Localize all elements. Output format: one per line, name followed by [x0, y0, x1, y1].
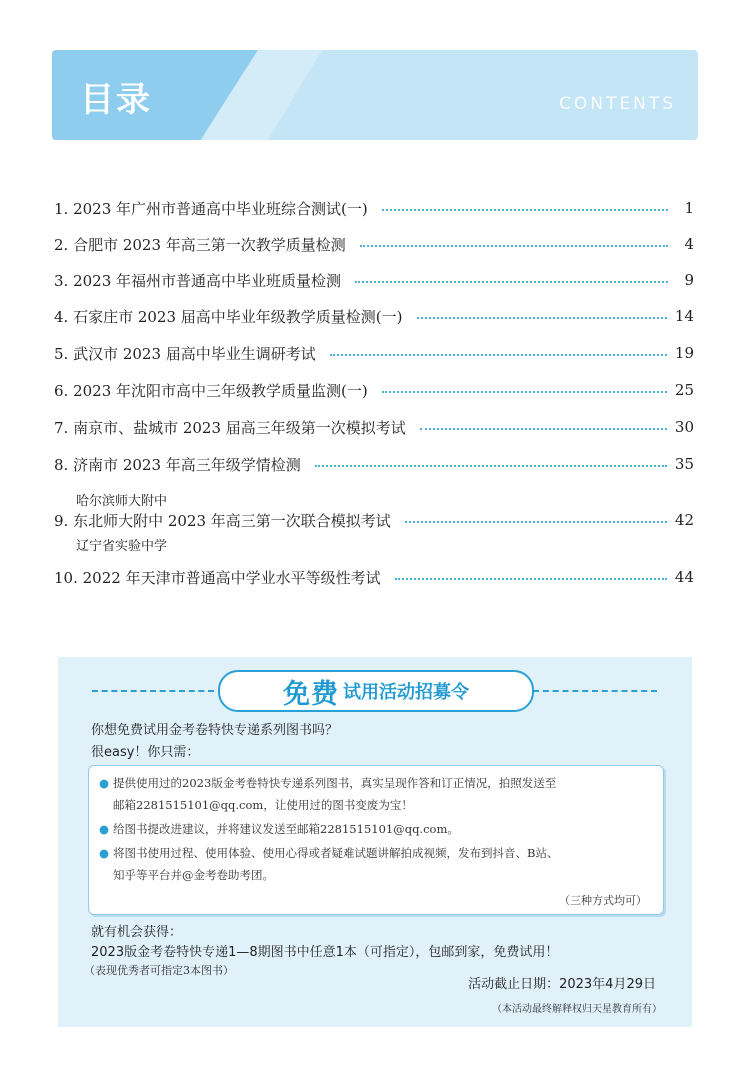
- promo-step-text: 邮箱2281515101@qq.com，让使用过的图书变废为宝！: [113, 798, 413, 812]
- promo-step-text: 知乎等平台并@金考卷助考团。: [113, 868, 274, 882]
- promo-heading-badge: [218, 670, 534, 712]
- toc-entry-title: 5. 武汉市 2023 届高中毕业生调研考试: [54, 344, 316, 363]
- contents-banner: [52, 50, 698, 140]
- toc-entry-title: 3. 2023 年福州市普通高中毕业班质量检测: [54, 271, 342, 290]
- promo-note: （三种方式均可）: [559, 894, 647, 907]
- toc-entry-6[interactable]: [54, 374, 694, 406]
- dot-leader: [382, 391, 667, 393]
- free-trial-promo: [58, 657, 692, 1027]
- toc-entry-page: 9: [684, 271, 694, 289]
- promo-reward: 2023版金考卷特快专递1—8期图书中任意1本（可指定），包邮到家，免费试用！: [91, 945, 559, 960]
- dot-leader: [355, 281, 668, 283]
- toc-entry-page: 35: [674, 455, 694, 473]
- promo-reward-heading: 就有机会获得：: [91, 925, 183, 940]
- toc-entry-page: 25: [674, 381, 694, 399]
- promo-heading-small: 试用活动招募令: [343, 682, 469, 703]
- toc-entry-9[interactable]: [54, 504, 694, 536]
- page-title: 目录: [80, 80, 152, 120]
- toc-entry-title: 9. 东北师大附中 2023 年高三第一次联合模拟考试: [54, 511, 391, 530]
- promo-heading: [58, 670, 692, 710]
- toc-entry-5[interactable]: [54, 337, 694, 369]
- dot-leader: [315, 465, 667, 467]
- toc-entry-page: 19: [674, 344, 694, 362]
- toc-entry-page: 30: [674, 418, 694, 436]
- toc-entry-title: 2. 合肥市 2023 年高三第一次教学质量检测: [54, 235, 346, 254]
- toc-entry-title: 1. 2023 年广州市普通高中毕业班综合测试(一): [54, 199, 368, 218]
- promo-step-1: [99, 772, 655, 816]
- toc-entry-title: 6. 2023 年沈阳市高中三年级教学质量监测(一): [54, 381, 368, 400]
- promo-question: 你想免费试用金考卷特快专递系列图书吗？: [91, 723, 339, 738]
- toc-entry-2[interactable]: [54, 228, 694, 260]
- toc-entry-title: 4. 石家庄市 2023 届高中毕业年级教学质量检测(一): [54, 307, 403, 326]
- toc-entry-3[interactable]: [54, 264, 694, 296]
- promo-step-3: [99, 842, 655, 886]
- dot-leader: [330, 354, 667, 356]
- promo-step-text: 给图书提改进建议，并将建议发送至邮箱2281515101@qq.com。: [113, 822, 459, 836]
- toc-entry-9-co-school-top: 哈尔滨师大附中: [76, 494, 168, 509]
- dot-leader: [405, 521, 667, 523]
- toc-entry-page: 14: [674, 307, 694, 325]
- heading-divider-left: [92, 690, 214, 692]
- promo-rights: （本活动最终解释权归天星教育所有）: [492, 1004, 662, 1015]
- promo-step-text: 提供使用过的2023版金考卷特快专递系列图书，真实呈现作答和订正情况，拍照发送至: [113, 776, 557, 790]
- toc-entry-title: 10. 2022 年天津市普通高中学业水平等级性考试: [54, 568, 381, 587]
- promo-heading-big: 免费: [283, 678, 339, 710]
- toc-entry-page: 42: [674, 511, 694, 529]
- promo-steps-box: [88, 765, 664, 915]
- toc-entry-title: 8. 济南市 2023 年高三年级学情检测: [54, 455, 301, 474]
- bullet-icon: ●: [99, 822, 110, 836]
- promo-step-2: [99, 818, 655, 840]
- toc-entry-9-co-school-bottom: 辽宁省实验中学: [76, 539, 168, 554]
- dot-leader: [395, 578, 667, 580]
- dot-leader: [382, 209, 668, 211]
- promo-deadline: 活动截止日期：2023年4月29日: [468, 977, 656, 992]
- toc-entry-4[interactable]: [54, 300, 694, 332]
- dot-leader: [420, 428, 667, 430]
- promo-reward-note: （表现优秀者可指定3本图书）: [84, 964, 234, 977]
- toc-entry-page: 1: [684, 199, 694, 217]
- page-subtitle: CONTENTS: [559, 94, 676, 114]
- toc-entry-page: 44: [674, 568, 694, 586]
- heading-divider-right: [533, 690, 657, 692]
- toc-entry-10[interactable]: [54, 561, 694, 593]
- toc-entry-8[interactable]: [54, 448, 694, 480]
- dot-leader: [417, 317, 667, 319]
- promo-intro: 很easy！你只需：: [91, 745, 200, 760]
- toc-entry-title: 7. 南京市、盐城市 2023 届高三年级第一次模拟考试: [54, 418, 406, 437]
- promo-step-text: 将图书使用过程、使用体验、使用心得或者疑难试题讲解拍成视频，发布到抖音、B站、: [113, 846, 559, 860]
- toc-entry-1[interactable]: [54, 192, 694, 224]
- dot-leader: [360, 245, 668, 247]
- toc-entry-page: 4: [684, 235, 694, 253]
- bullet-icon: ●: [99, 846, 110, 860]
- toc-entry-7[interactable]: [54, 411, 694, 443]
- bullet-icon: ●: [99, 776, 110, 790]
